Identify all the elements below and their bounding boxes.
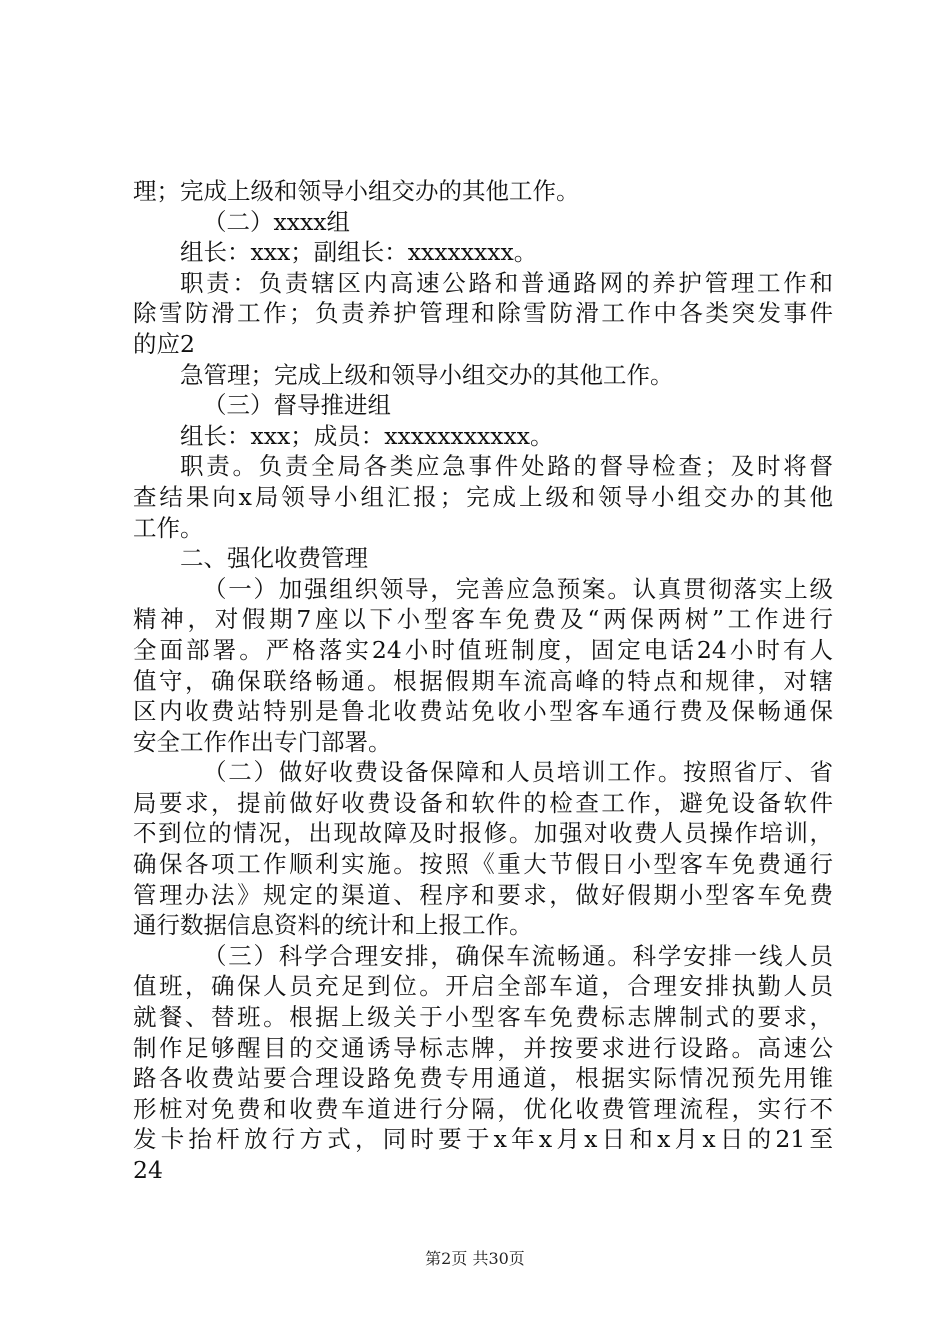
text-line: 精神，对假期7座以下小型客车免费及“两保两树”工作进行 <box>133 605 833 634</box>
text-line: （二）xxxx组 <box>203 207 351 236</box>
text-line: （一）加强组织领导，完善应急预案。认真贯彻落实上级 <box>203 574 833 603</box>
text-line: （二）做好收费设备保障和人员培训工作。按照省厅、省 <box>203 758 833 787</box>
text-line: 区内收费站特别是鲁北收费站免收小型客车通行费及保畅通保 <box>133 697 833 726</box>
text-line: 工作。 <box>133 513 204 542</box>
text-line: 形桩对免费和收费车道进行分隔，优化收费管理流程，实行不 <box>133 1094 833 1123</box>
text-line: 查结果向x局领导小组汇报；完成上级和领导小组交办的其他 <box>133 482 833 511</box>
text-line: （三）科学合理安排，确保车流畅通。科学安排一线人员 <box>203 941 833 970</box>
text-line: 二、强化收费管理 <box>180 544 368 573</box>
body-text <box>133 176 833 1186</box>
text-line: 就餐、替班。根据上级关于小型客车免费标志牌制式的要求， <box>133 1003 833 1032</box>
text-line: 值守，确保联络畅通。根据假期车流高峰的特点和规律，对辖 <box>133 666 833 695</box>
text-line: 理；完成上级和领导小组交办的其他工作。 <box>133 177 580 205</box>
text-line: 急管理；完成上级和领导小组交办的其他工作。 <box>180 360 674 389</box>
text-line: 安全工作作出专门部署。 <box>133 727 392 756</box>
text-line: 职责。负责全局各类应急事件处路的督导检查；及时将督 <box>180 452 833 481</box>
text-line: 组长：xxx；成员：xxxxxxxxxxx。 <box>180 421 554 450</box>
text-line: 路各收费站要合理设路免费专用通道，根据实际情况预先用锥 <box>133 1064 833 1093</box>
text-line: 确保各项工作顺利实施。按照《重大节假日小型客车免费通行 <box>133 850 833 879</box>
text-line: 不到位的情况，出现故障及时报修。加强对收费人员操作培训， <box>133 819 833 848</box>
text-line: 通行数据信息资料的统计和上报工作。 <box>133 911 533 940</box>
text-line: 全面部署。严格落实24小时值班制度，固定电话24小时有人 <box>133 635 833 664</box>
text-line: 除雪防滑工作；负责养护管理和除雪防滑工作中各类突发事件 <box>133 299 833 328</box>
text-line: 24 <box>133 1156 163 1184</box>
text-line: 职责：负责辖区内高速公路和普通路网的养护管理工作和 <box>180 268 833 297</box>
text-line: 值班，确保人员充足到位。开启全部车道，合理安排执勤人员 <box>133 972 833 1001</box>
page-footer: 第2页 共30页 <box>425 1249 525 1268</box>
text-line: 管理办法》规定的渠道、程序和要求，做好假期小型客车免费 <box>133 880 833 909</box>
text-line: 局要求，提前做好收费设备和软件的检查工作，避免设备软件 <box>133 788 833 817</box>
text-line: 制作足够醒目的交通诱导标志牌，并按要求进行设路。高速公 <box>133 1033 833 1062</box>
text-line: 的应2 <box>133 329 195 358</box>
text-line: （三）督导推进组 <box>203 391 391 420</box>
text-line: 发卡抬杆放行方式，同时要于x年x月x日和x月x日的21至 <box>133 1125 833 1154</box>
text-line: 组长：xxx；副组长：xxxxxxxx。 <box>180 238 538 267</box>
